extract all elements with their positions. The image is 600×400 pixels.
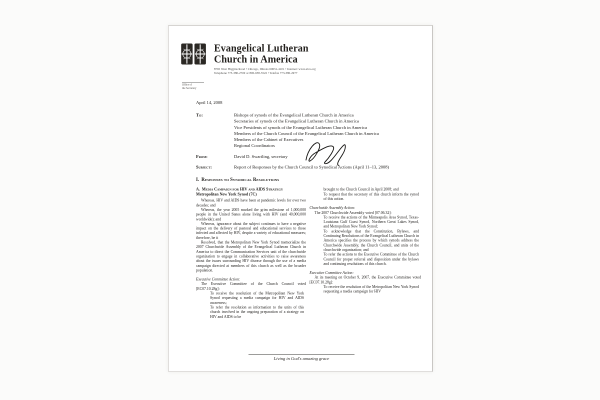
- org-address: [214, 68, 433, 76]
- resolved-paragraph: Resolved, that the Metropolitan New York Synod memorialize the 2007 Churchwide Assembly of the Evangelical Lutheran Church in America to direct the Communication Services unit of the churchwide organization to engage in collaborative activities to raise awareness about the issues surrounding HIV disease through the use of a media campaign directed at members of this church as well as the broader population.: [196, 240, 306, 273]
- subject-value: Report of Responses by the Church Council to Synodical Actions (April 11–13, 2008): [234, 164, 389, 170]
- to-line: Bishops of synods of the Evangelical Lutheran Church in America: [234, 112, 354, 118]
- to-recipients: [234, 112, 421, 149]
- exec-committee-action-heading: Executive Committee Action:: [196, 277, 241, 282]
- to-line: Secretaries of synods of the Evangelical Lutheran Church in America: [234, 118, 359, 124]
- to-line: Vice Presidents of synods of the Evangelical Lutheran Church in America: [234, 124, 367, 130]
- whereas-paragraph: Whereas, ignorance about the subject continues to have a negative impact on the delivery of pastoral and educational services to those infected and affected by HIV, despite a variety of educational measures; therefore, be it: [196, 221, 306, 240]
- item-a-heading: A. Media Campaign for HIV and AIDS Strategy: [196, 187, 283, 192]
- exec-voted-line: The Executive Committee of the Church Council voted [EC07.10.28g]:: [196, 281, 306, 291]
- item-a-synod: Metropolitan New York Synod (7C): [196, 192, 257, 197]
- left-column: [196, 187, 306, 319]
- to-label: To:: [196, 112, 203, 118]
- org-name-line2: Church in America: [214, 54, 298, 65]
- document-page: [169, 26, 433, 372]
- right-column: [310, 187, 422, 319]
- address-line1: 8765 West Higgins Road • Chicago, Illinois 60631-4101 • Internet: www.elca.org: [214, 68, 316, 71]
- office-line2: the Secretary: [182, 86, 197, 90]
- page-footer: [169, 354, 433, 361]
- subject-label: Subject:: [196, 164, 212, 170]
- from-value: David D. Swartling, secretary: [234, 153, 288, 159]
- from-label: From:: [196, 153, 208, 159]
- exec-action-item: To receive the resolution of the Metropolitan New York Synod requesting a media campaign for HIV: [323, 284, 419, 294]
- exec-action-item-continuation: brought to the Church Council in April 2008; and: [323, 187, 399, 192]
- to-line: Members of the Church Council of the Evangelical Lutheran Church in America: [234, 130, 379, 136]
- exec-action-item: To request that the secretary of this church inform the synod of this action.: [323, 191, 419, 201]
- exec-action-item: To receive the resolution of the Metropolitan New York Synod requesting a media campaign for HIV and AIDS awareness;: [210, 291, 304, 305]
- cwa-voted-line: The 2007 Churchwide Assembly voted [07.06.32]:: [314, 210, 392, 215]
- exec-committee-action-heading: Executive Committee Action:: [309, 270, 354, 276]
- cwa-action-item: To receive the actions of the Minneapolis Area Synod, Texas-Louisiana Gulf Coast Synod, Northern Great Lakes Synod, and Metropolitan New York Synod;: [323, 214, 419, 229]
- elca-logo-icon: [181, 43, 207, 65]
- two-column-body: [196, 187, 421, 319]
- memo-date: April 14, 2008: [196, 100, 223, 105]
- churchwide-assembly-action-heading: Churchwide Assembly Action:: [309, 205, 356, 211]
- office-line1: Office of: [182, 83, 192, 87]
- whereas-paragraph: Whereas, the year 2005 marked the grim milestone of 1,000,000 people in the United States alone living with HIV (and 40,000,000 worldwide); and: [196, 207, 306, 222]
- section-heading-responses: I. Responses to Synodical Resolutions: [196, 177, 280, 183]
- document-sheet: [168, 25, 433, 372]
- org-name-line1: Evangelical Lutheran: [214, 43, 309, 54]
- address-line2: Telephone 773-380-2700 or 800-638-3522 • Telefax 773-380-2977: [214, 72, 298, 75]
- to-line: Regional Coordinators: [234, 143, 275, 149]
- memo-header: [196, 112, 421, 170]
- whereas-paragraph: Whereas, HIV and AIDS have been at pandemic levels for over two decades; and: [196, 198, 306, 208]
- office-divider: [182, 82, 204, 83]
- to-line: Members of the Cabinet of Executives: [234, 137, 304, 143]
- exec-voted-line: At its meeting on October 9, 2007, the Executive Committee voted [EC07.10.28g]:: [309, 275, 421, 285]
- letterhead: [181, 26, 433, 80]
- org-name-block: [214, 43, 433, 76]
- footer-tagline: Living in God's amazing grace: [273, 356, 330, 361]
- cwa-action-item: To acknowledge that the Constitution, Bylaws, and Continuing Resolutions of the Evangelical Lutheran Church in America specifies the process by which synods address the Churchwide Assembly, the Church Council, and units of the churchwide organization; and: [323, 228, 419, 252]
- cwa-action-item: To refer the actions to the Executive Committee of the Church Council for proper referral and disposition under the bylaws and continuing resolutions of this church.: [323, 252, 419, 266]
- office-of-secretary: [182, 82, 433, 90]
- footer-divider: [249, 354, 355, 355]
- exec-action-item: To refer the resolution as information to the units of this church involved in the ongoing preparation of a strategy on HIV and AIDS to be: [210, 304, 304, 319]
